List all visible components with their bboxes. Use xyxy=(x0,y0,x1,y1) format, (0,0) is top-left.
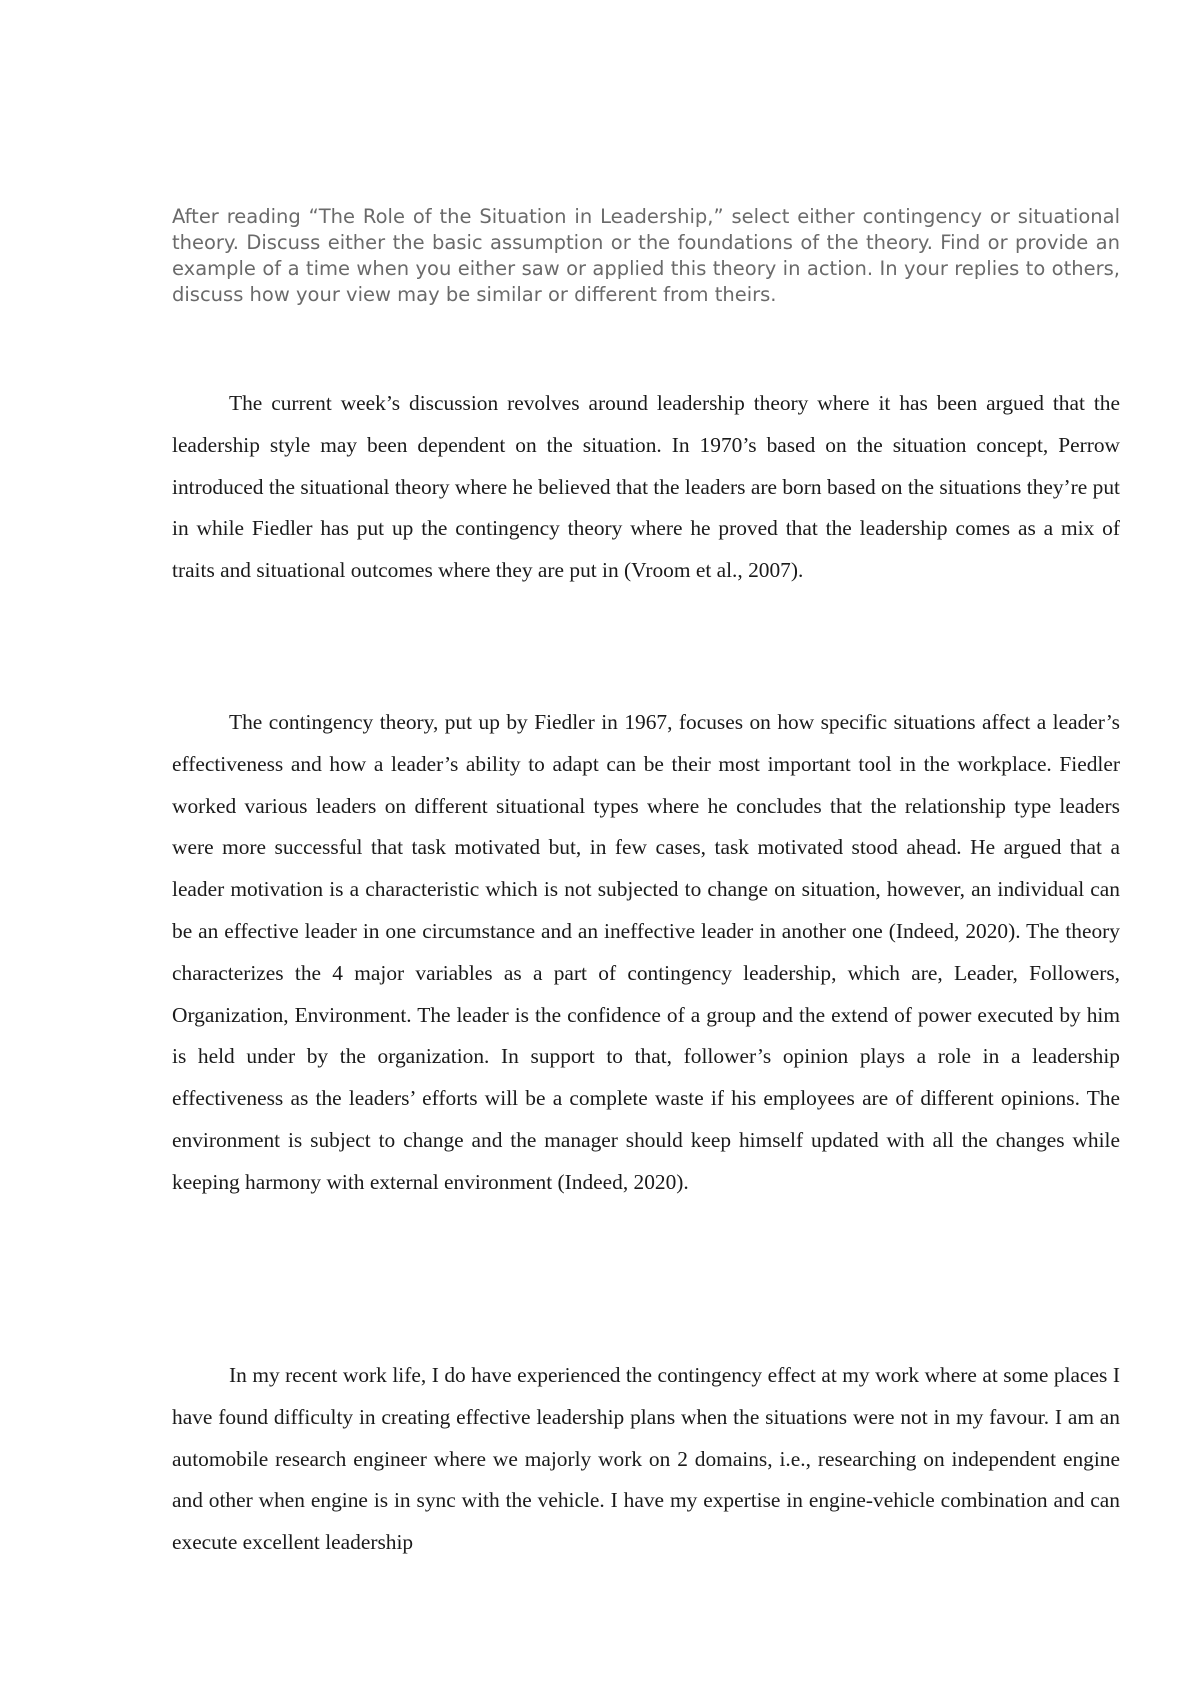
discussion-prompt: After reading “The Role of the Situation in Leadership,” select either contingency or situational theory. Discuss either the basic assumption or the foundations of the theory. Find or provide an example of a time when you either saw or applied this theory in action. In your replies to others, discuss how your view may be similar or different from theirs. xyxy=(172,205,1120,306)
body-paragraph-2: The contingency theory, put up by Fiedler in 1967, focuses on how specific situations affect a leader’s effectiveness and how a leader’s ability to adapt can be their most important tool in the workplace. Fiedler worked various leaders on different situational types where he concludes that the relationship type leaders were more successful that task motivated but, in few cases, task motivated stood ahead. He argued that a leader motivation is a characteristic which is not subjected to change on situation, however, an individual can be an effective leader in one circumstance and an ineffective leader in another one (Indeed, 2020). The theory characterizes the 4 major variables as a part of contingency leadership, which are, Leader, Followers, Organization, Environment. The leader is the confidence of a group and the extend of power executed by him is held under by the organization. In support to that, follower’s opinion plays a role in a leadership effectiveness as the leaders’ efforts will be a complete waste if his employees are of different opinions. The environment is subject to change and the manager should keep himself updated with all the changes while keeping harmony with external environment (Indeed, 2020). xyxy=(172,710,1120,1194)
body-paragraph-3: In my recent work life, I do have experienced the contingency effect at my work where at some places I have found difficulty in creating effective leadership plans when the situations were not in my favour. I am an automobile research engineer where we majorly work on 2 domains, i.e., researching on independent engine and other when engine is in sync with the vehicle. I have my expertise in engine-vehicle combination and can execute excellent leadership xyxy=(172,1363,1120,1555)
body-paragraph-1: The current week’s discussion revolves around leadership theory where it has been argued that the leadership style may been dependent on the situation. In 1970’s based on the situation concept, Perrow introduced the situational theory where he believed that the leaders are born based on the situations they’re put in while Fiedler has put up the contingency theory where he proved that the leadership comes as a mix of traits and situational outcomes where they are put in (Vroom et al., 2007). xyxy=(172,391,1120,583)
